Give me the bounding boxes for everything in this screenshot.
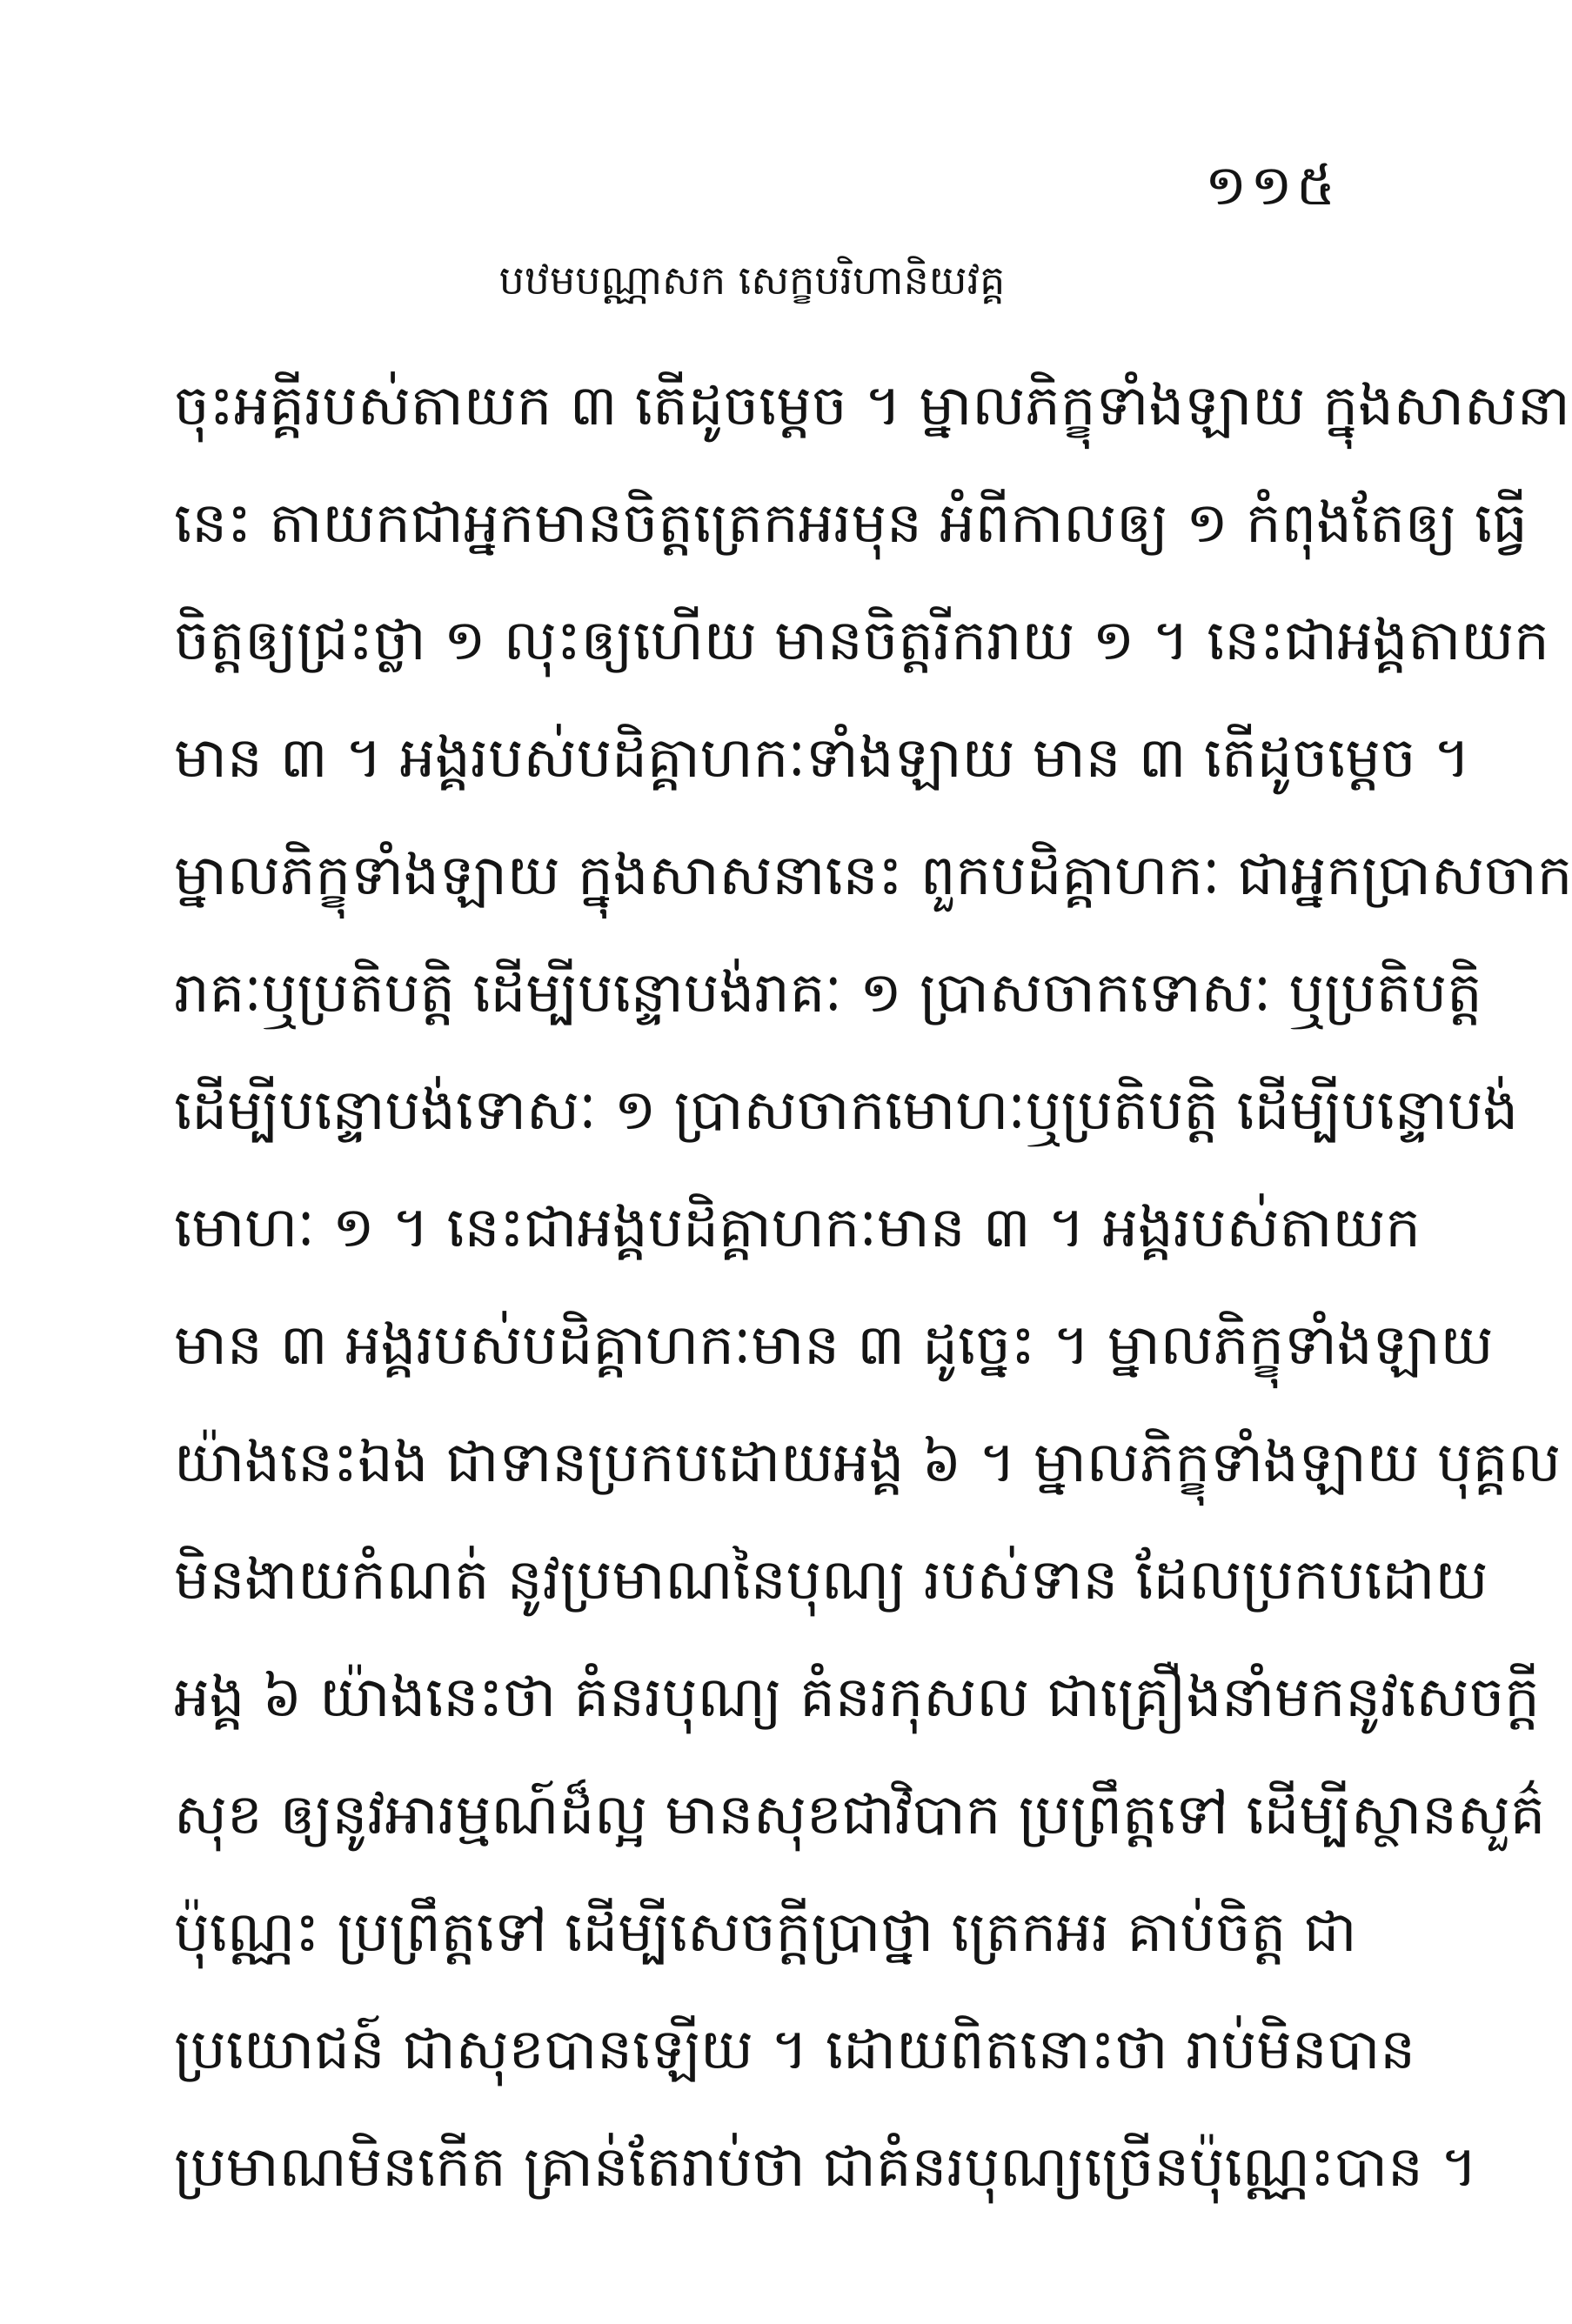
running-header: បឋមបណ្ណាសក សេក្ខបរិហានិយវគ្គ	[498, 257, 1006, 304]
body-text	[174, 348, 1572, 2227]
text-line: មិនងាយកំណត់ នូវប្រមាណនៃបុណ្យ របស់ទាន ដែលប្រកបដោយ	[174, 1548, 1488, 1613]
text-line: អង្គ ៦ យ៉ាងនេះថា គំនរបុណ្យ គំនរកុសល ជាគ្រឿងនាំមកនូវសេចក្តី	[174, 1666, 1540, 1730]
text-line: សុខ ឲ្យនូវអារម្មណ៍ដ៏ល្អ មានសុខជាវិបាក ប្រព្រឹត្តទៅ ដើម្បីស្ថានសួគ៌	[174, 1783, 1546, 1847]
text-line: ចិត្តឲ្យជ្រះថ្លា ១ លុះឲ្យហើយ មានចិត្តរីករាយ ១ ។ នេះជាអង្គតាយក	[174, 609, 1549, 673]
page-number: ១១៥	[1204, 154, 1339, 218]
text-line: មោហៈ ១ ។ នេះជាអង្គបដិគ្គាហកៈមាន ៣ ។ អង្គរបស់តាយក	[174, 1196, 1421, 1260]
text-line: ដើម្បីបន្ទោបង់ទោសៈ ១ ប្រាសចាកមោហៈឬប្រតិបត្តិ ដើម្បីបន្ទោបង់	[174, 1079, 1519, 1143]
text-line: នេះ តាយកជាអ្នកមានចិត្តត្រេកអរមុន អំពីកាលឲ្យ ១ កំពុងតែឲ្យ ធ្វើ	[174, 491, 1528, 556]
text-line: ប្រយោជន៍ ជាសុខបានឡើយ ។ ដោយពិតនោះថា រាប់មិនបាន	[174, 2018, 1415, 2082]
text-line: យ៉ាងនេះឯង ជាទានប្រកបដោយអង្គ ៦ ។ ម្នាលភិក្ខុទាំងឡាយ បុគ្គល	[174, 1431, 1562, 1495]
text-line: មាន ៣ ។ អង្គរបស់បដិគ្គាហកៈទាំងឡាយ មាន ៣ តើដូចម្តេច ។	[174, 726, 1471, 791]
text-line: ប្រមាណមិនកើត គ្រាន់តែរាប់ថា ជាគំនរបុណ្យច្រើនប៉ុណ្ណេះបាន ។	[174, 2135, 1478, 2200]
text-line: ចុះអគ្គីរបស់តាយក ៣ តើដូចម្តេច ។ ម្នាលភិក្ខុទាំងឡាយ ក្នុងសាសនា	[174, 374, 1570, 438]
text-line: ម្នាលភិក្ខុទាំងឡាយ ក្នុងសាសនានេះ ពួកបដិគ្គាហកៈ ជាអ្នកប្រាសចាក	[174, 844, 1572, 908]
text-line: រាគៈឬប្រតិបត្តិ ដើម្បីបន្ទោបង់រាគៈ ១ ប្រាសចាកទោសៈ ឬប្រតិបត្តិ	[174, 961, 1482, 1025]
text-line: មាន ៣ អង្គរបស់បដិគ្គាហកៈមាន ៣ ដូច្នេះ ។ ម្នាលភិក្ខុទាំងឡាយ	[174, 1313, 1494, 1378]
text-line: ប៉ុណ្ណេះ ប្រព្រឹត្តទៅ ដើម្បីសេចក្តីប្រាថ្នា ត្រេកអរ គាប់ចិត្ត ជា	[174, 1900, 1357, 1965]
